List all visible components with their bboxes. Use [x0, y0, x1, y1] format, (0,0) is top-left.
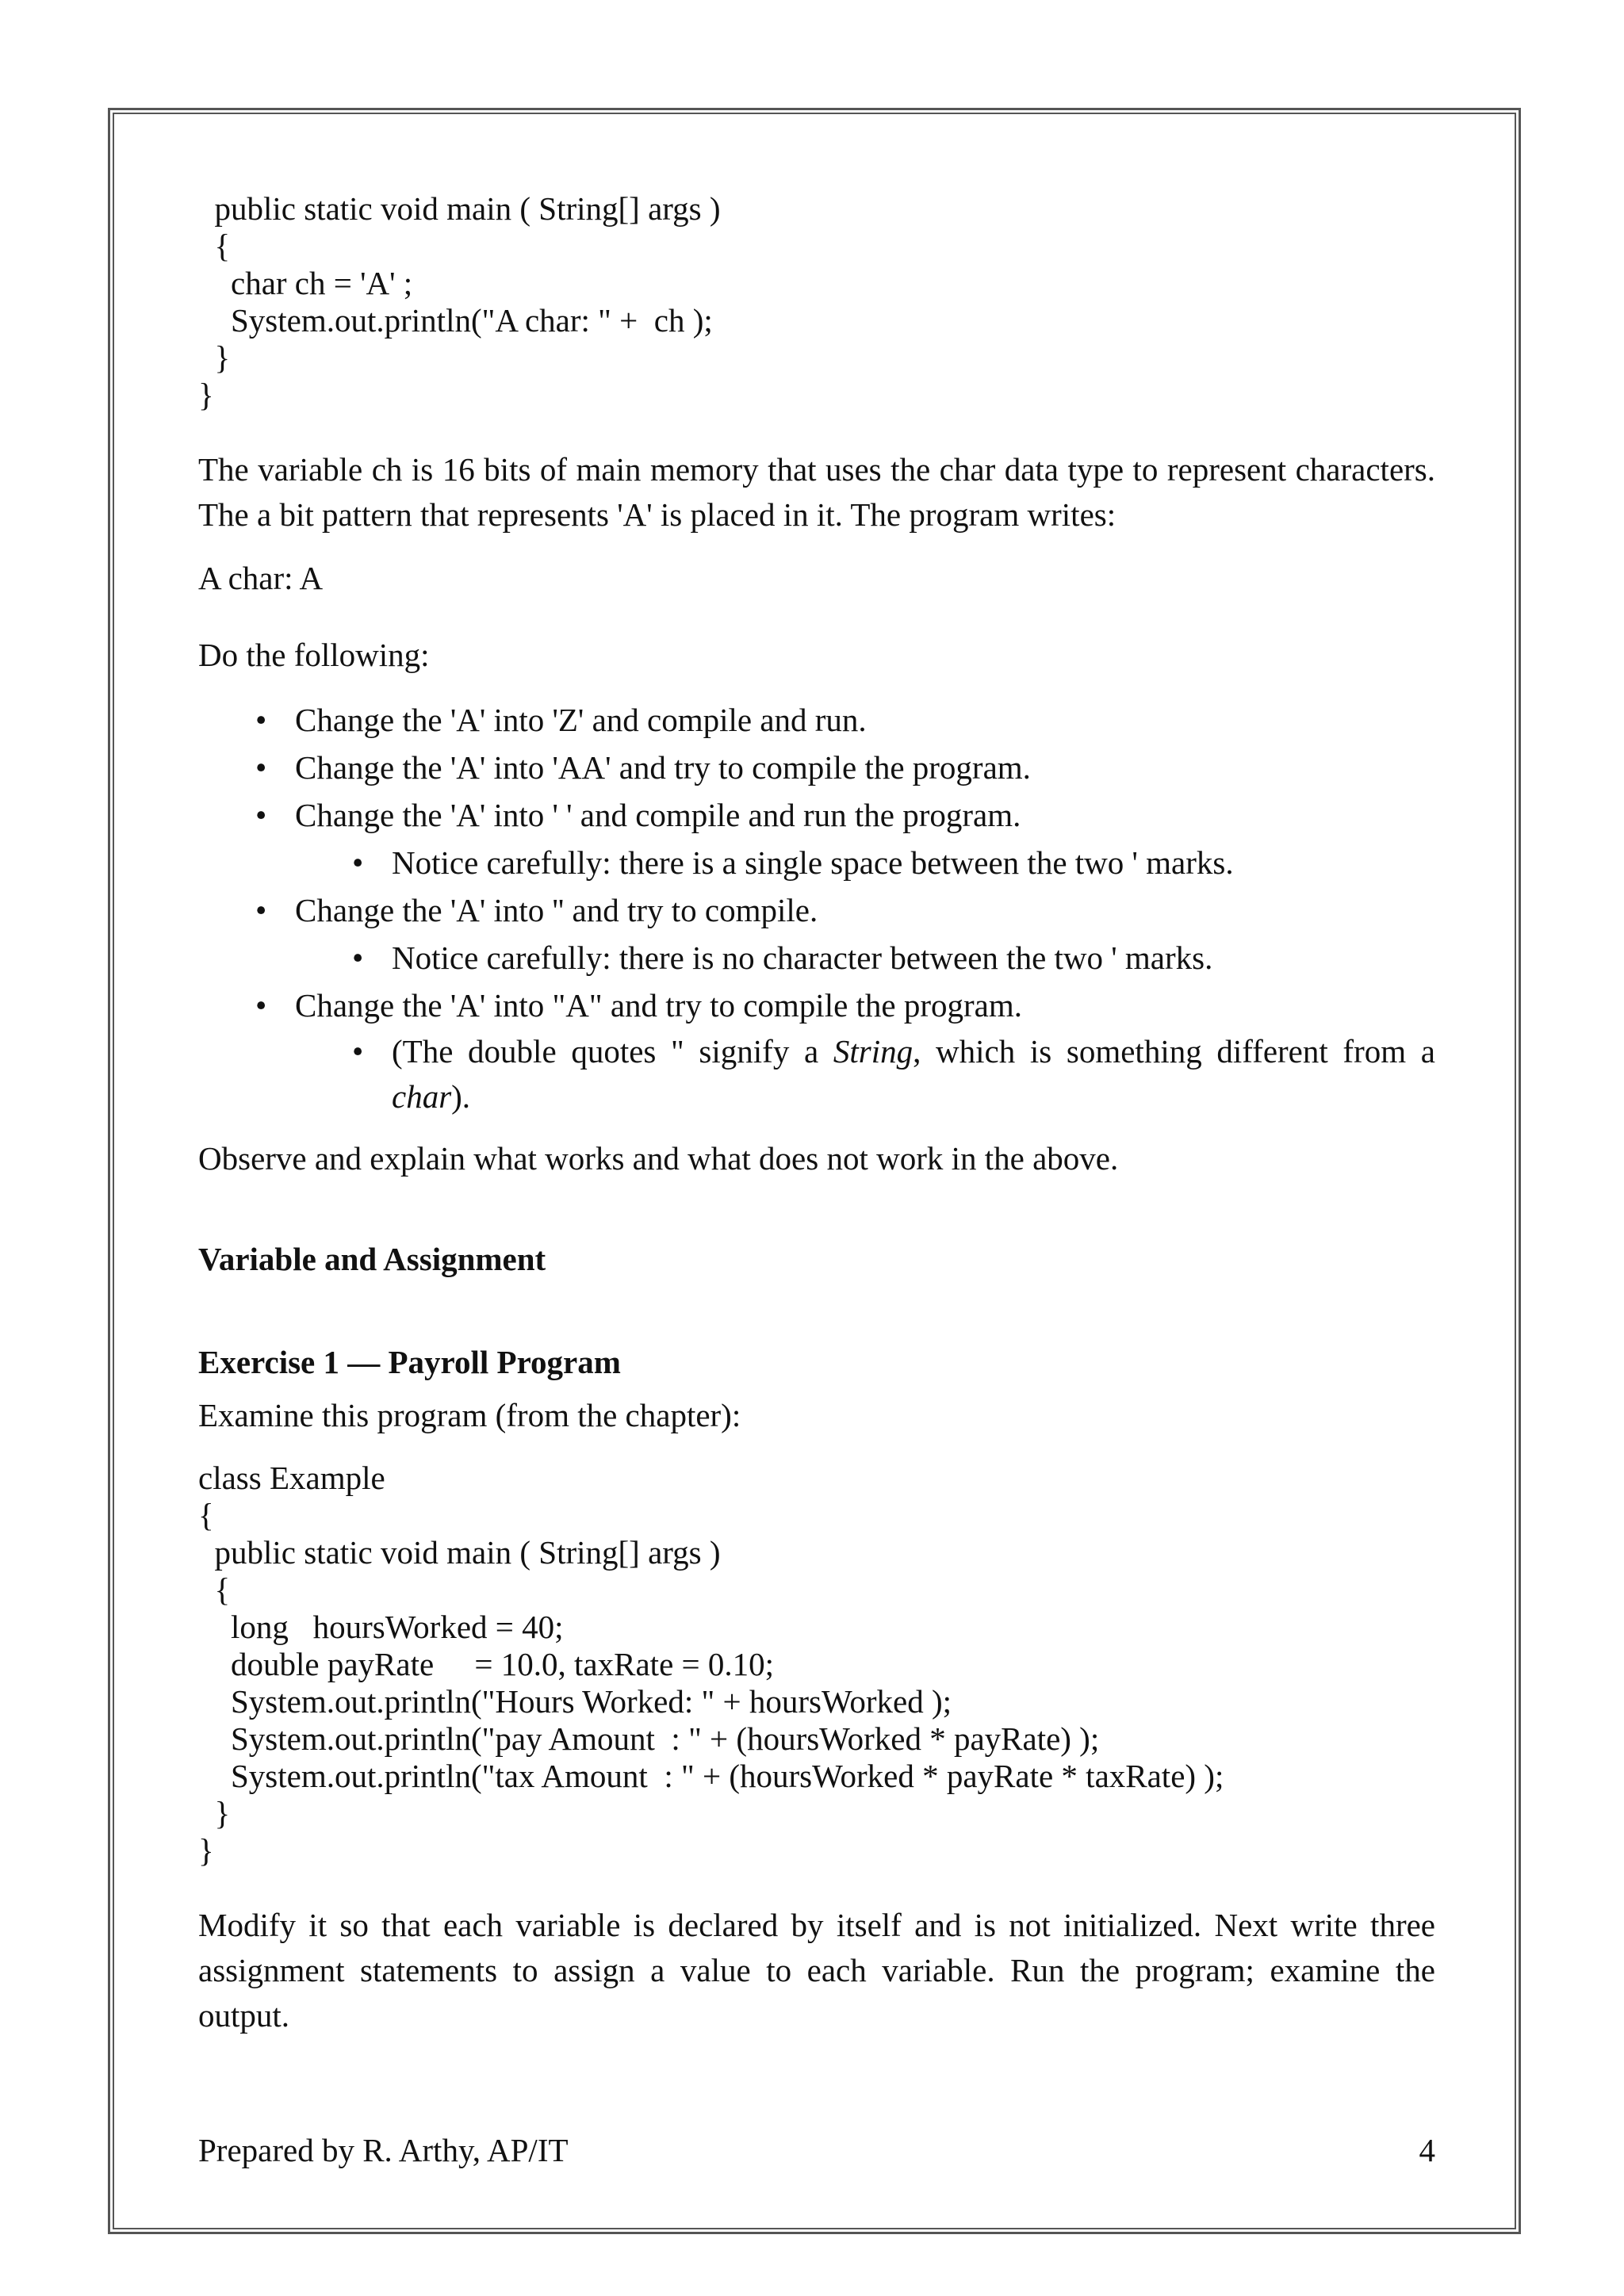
- exercise-heading: Exercise 1 — Payroll Program: [198, 1344, 621, 1380]
- code-line: public static void main ( String[] args ): [198, 190, 721, 227]
- list-item: • Change the 'A' into '' and try to compile.: [198, 886, 1435, 934]
- code-line: System.out.println("tax Amount : " + (hoursWorked * payRate * taxRate) );: [198, 1758, 1224, 1794]
- modify-instruction-paragraph: Modify it so that each variable is declared by itself and is not initialized. Next write three assignment statements to assign a value to each variable. Run the program; examine the output.: [198, 1907, 1435, 2034]
- sub-list-item: • Notice carefully: there is no character between the two ' marks.: [198, 934, 1435, 982]
- code-line: {: [198, 1571, 231, 1608]
- code-line: }: [198, 339, 231, 376]
- list-item: • Change the 'A' into ' ' and compile and run the program.: [198, 791, 1435, 839]
- examine-instruction: Examine this program (from the chapter):: [198, 1397, 741, 1433]
- code-line: {: [198, 1497, 214, 1533]
- sub-list-item: • Notice carefully: there is a single space between the two ' marks.: [198, 839, 1435, 886]
- explanation-paragraph: The variable ch is 16 bits of main memory that uses the char data type to represent characters. The a bit pattern that represents 'A' is placed in it. The program writes:: [198, 451, 1435, 533]
- note-text: ).: [451, 1078, 471, 1115]
- code-line: }: [198, 377, 214, 413]
- list-item: • Change the 'A' into 'AA' and try to compile the program.: [198, 744, 1435, 791]
- note-term-char: char: [392, 1078, 452, 1115]
- note-text: , which is something different from a: [913, 1033, 1435, 1070]
- observe-instruction: Observe and explain what works and what does not work in the above.: [198, 1140, 1119, 1177]
- instructions-list: [198, 696, 1435, 1119]
- code-line: char ch = 'A' ;: [198, 265, 413, 301]
- code-line: class Example: [198, 1460, 385, 1496]
- code-line: public static void main ( String[] args ): [198, 1534, 721, 1571]
- page-content: [198, 190, 1435, 2038]
- code-line: System.out.println("Hours Worked: " + hoursWorked );: [198, 1683, 952, 1720]
- section-heading: Variable and Assignment: [198, 1241, 546, 1277]
- list-item: • Change the 'A' into 'Z' and compile and run.: [198, 696, 1435, 744]
- code-line: long hoursWorked = 40;: [198, 1609, 564, 1645]
- instructions-intro: Do the following:: [198, 637, 430, 673]
- code-block-char: [198, 190, 1435, 414]
- code-line: double payRate = 10.0, taxRate = 0.10;: [198, 1646, 775, 1682]
- program-output: A char: A: [198, 560, 324, 596]
- note-term-string: String: [833, 1033, 914, 1070]
- sub-list-item: [198, 1029, 1435, 1119]
- code-block-payroll: [198, 1460, 1435, 1869]
- list-item: • Change the 'A' into "A" and try to compile the program.: [198, 982, 1435, 1029]
- code-line: }: [198, 1795, 231, 1831]
- code-line: System.out.println("pay Amount : " + (hoursWorked * payRate) );: [198, 1720, 1100, 1757]
- code-line: System.out.println("A char: " + ch );: [198, 302, 713, 339]
- footer-author: Prepared by R. Arthy, AP/IT: [198, 2132, 569, 2168]
- code-line: {: [198, 228, 231, 264]
- note-text: (The double quotes " signify a: [392, 1033, 833, 1070]
- page-number: 4: [1419, 2132, 1435, 2168]
- code-line: }: [198, 1832, 214, 1869]
